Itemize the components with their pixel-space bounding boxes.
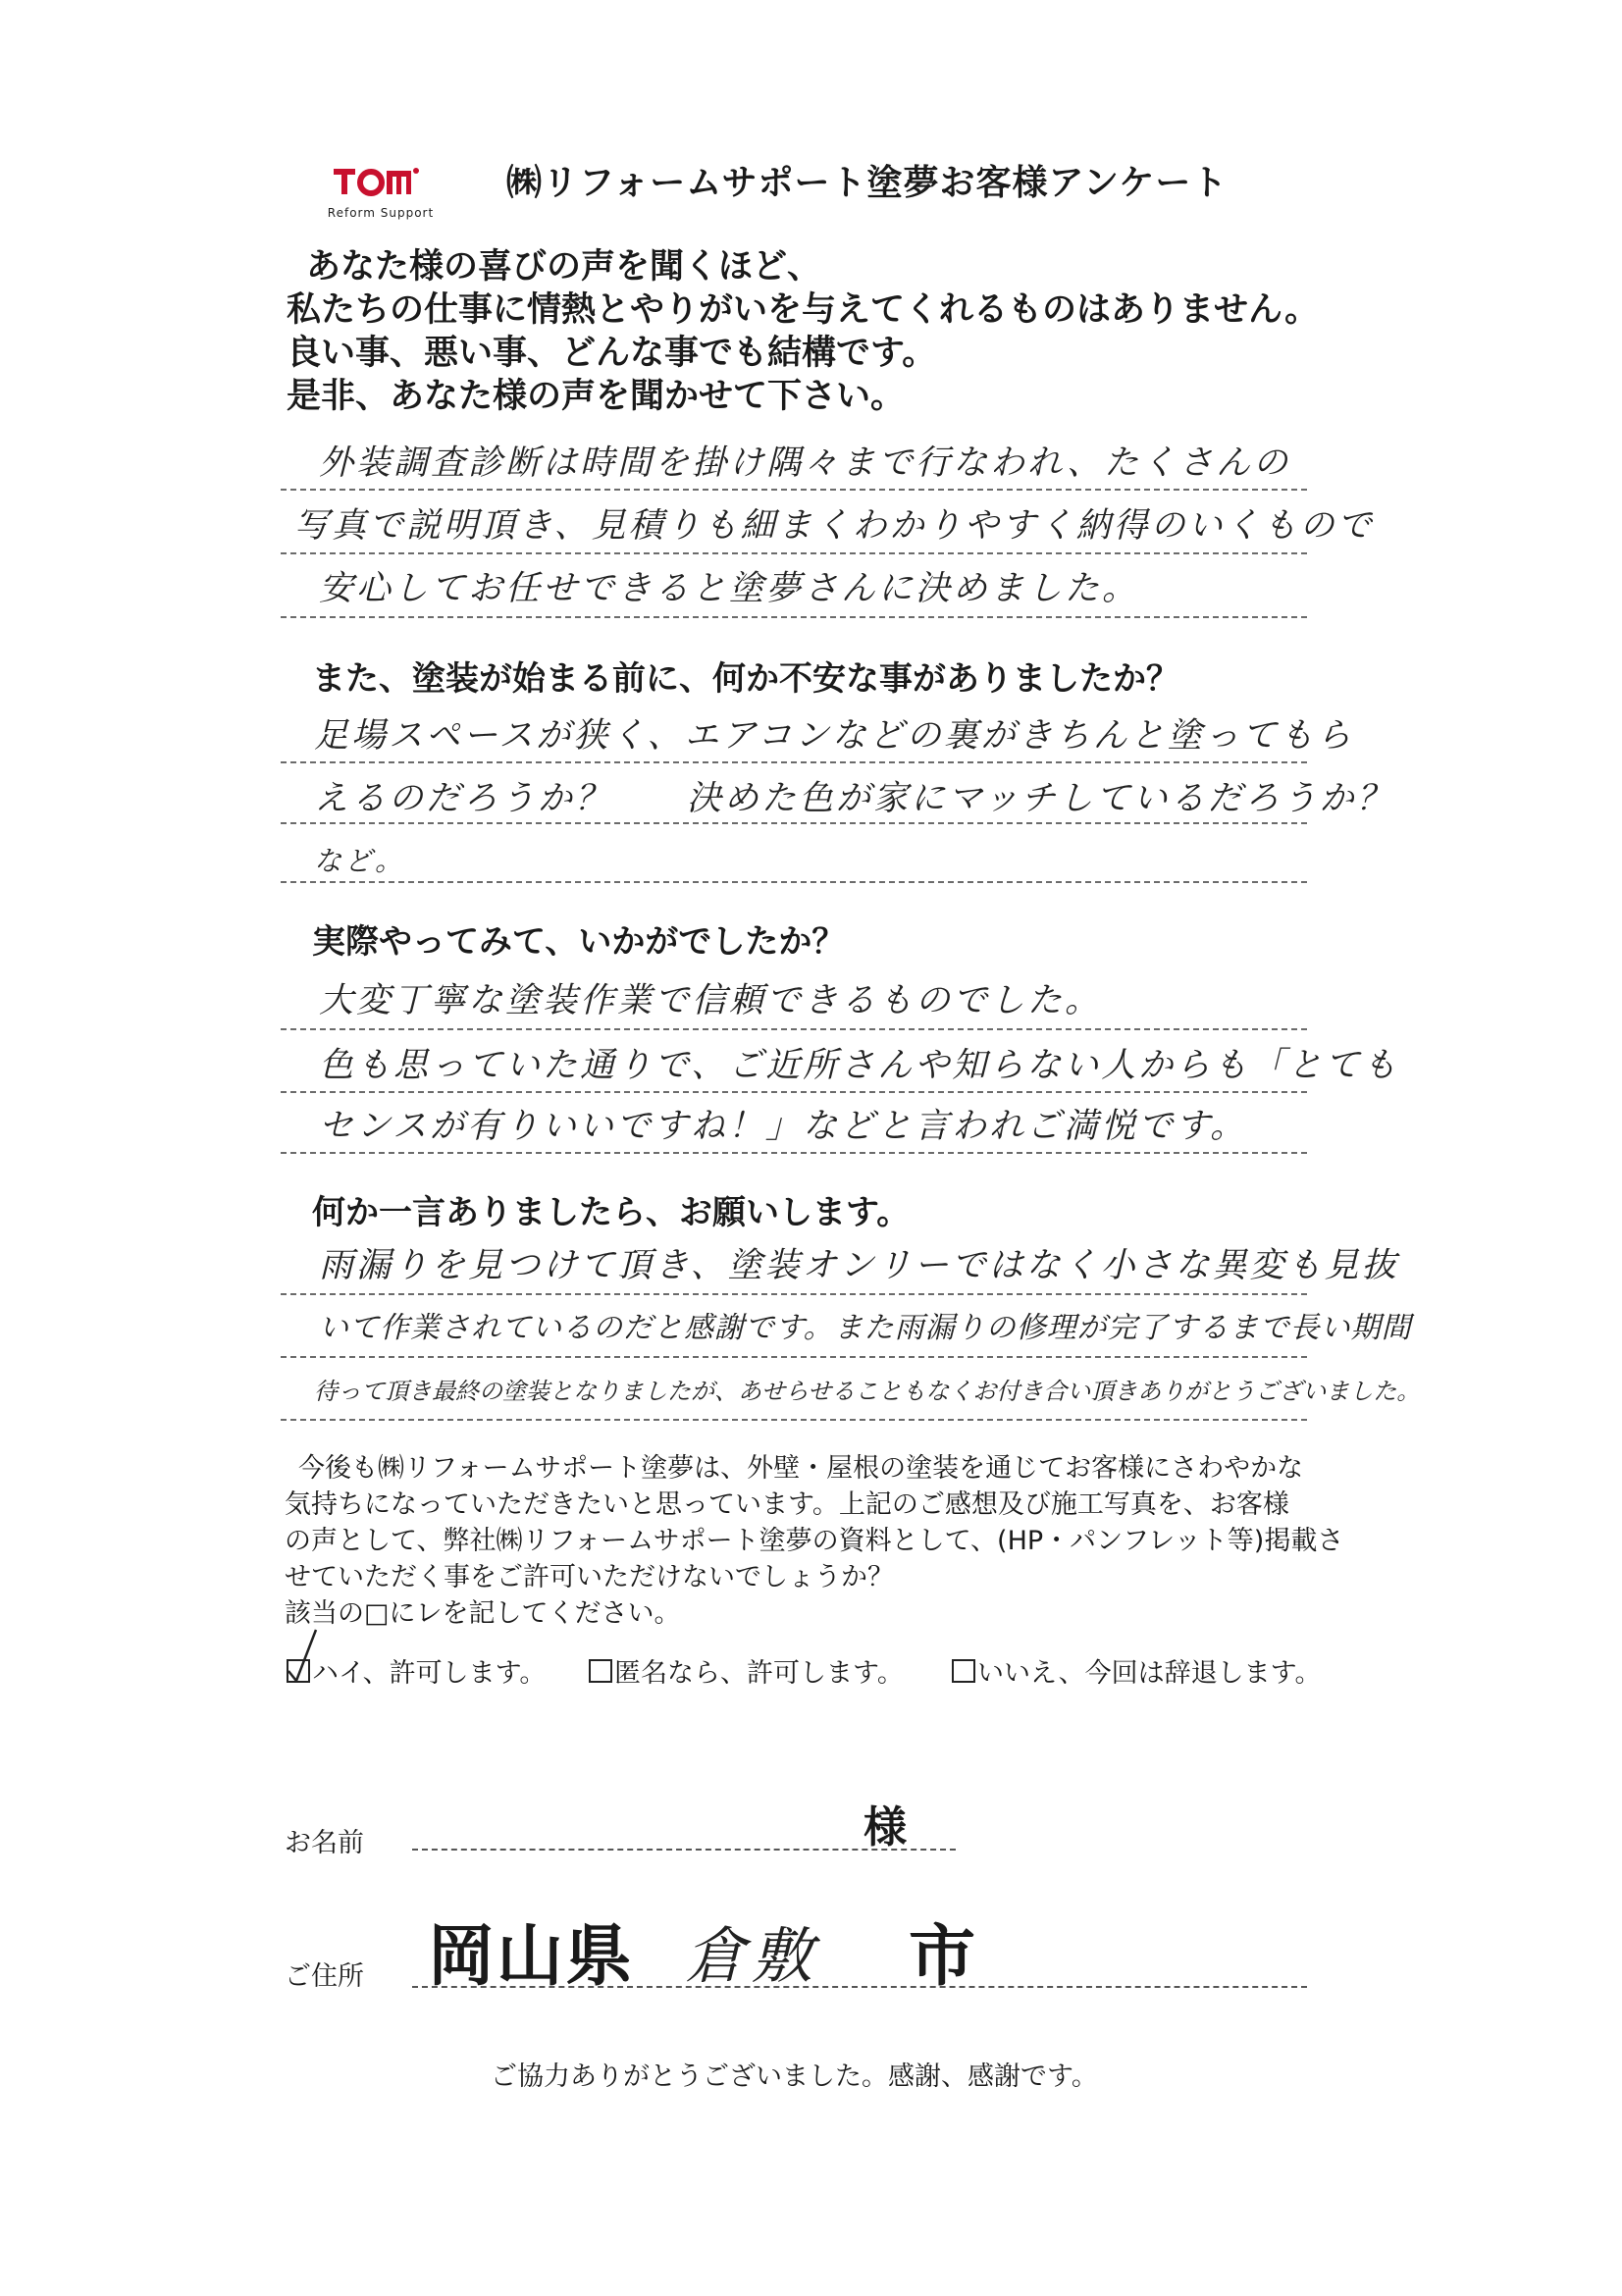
answer2-line: など。	[314, 845, 406, 877]
question-2: また、塗装が始まる前に、何か不安な事がありましたか？	[312, 659, 1179, 699]
question-3: 実際やってみて、いかがでしたか？	[312, 922, 846, 962]
question-4: 何か一言ありましたら、お願いします。	[312, 1193, 911, 1232]
checkbox[interactable]	[589, 1659, 612, 1683]
consent-line: せていただく事をご許可いただけないでしょうか？	[285, 1562, 894, 1592]
option-decline[interactable]	[952, 1651, 1321, 1690]
option-label: 匿名なら、許可します。	[614, 1658, 904, 1689]
intro-line: 是非、あなた様の声を聞かせて下さい。	[287, 377, 906, 416]
answer1-line: 安心してお任せできると塗夢さんに決めました。	[319, 569, 1140, 608]
checkmark-icon	[285, 1628, 324, 1683]
consent-paragraph	[285, 1450, 1344, 1632]
answer1-line: 写真で説明頂き、見積りも細まくわかりやすく納得のいくもので	[294, 506, 1375, 546]
answer-rule	[281, 552, 1307, 554]
option-label: いいえ、今回は辞退します。	[977, 1658, 1322, 1689]
answer3-line: センスが有りいいですね！」などと言われご満悦です。	[319, 1107, 1248, 1146]
option-anonymous[interactable]	[589, 1651, 904, 1690]
address-city: 倉敷	[685, 1920, 819, 1992]
checkbox[interactable]	[952, 1659, 975, 1683]
answer2-line: えるのだろうか？ 決めた色が家にマッチしているだろうか？	[314, 779, 1394, 818]
intro-text	[287, 245, 1319, 418]
consent-line: 今後も㈱リフォームサポート塗夢は、外壁・屋根の塗装を通じてお客様にさわやかな	[298, 1453, 1304, 1484]
page-title: ㈱リフォームサポート塗夢お客様アンケート	[506, 163, 1229, 203]
company-logo	[312, 165, 449, 226]
answer3-line: 大変丁寧な塗装作業で信頼できるものでした。	[319, 981, 1103, 1020]
answer-rule	[281, 1419, 1307, 1421]
intro-line: 良い事、悪い事、どんな事でも結構です。	[287, 334, 937, 373]
answer-rule	[281, 822, 1307, 824]
footer-thanks: ご協力ありがとうございました。感謝、感謝です。	[491, 2061, 1098, 2092]
answer-rule	[281, 1091, 1307, 1093]
answer4-line: 待って頂き最終の塗装となりましたが、あせらせることもなくお付き合い頂きありがとうございました。	[314, 1378, 1421, 1405]
consent-line: の声として、弊社㈱リフォームサポート塗夢の資料として、(HP・パンフレット等)掲載さ	[285, 1526, 1344, 1556]
option-allow[interactable]	[287, 1651, 546, 1690]
option-label: ハイ、許可します。	[312, 1658, 547, 1689]
answer-rule	[281, 1152, 1307, 1154]
answer-rule	[281, 1356, 1307, 1358]
name-suffix: 様	[863, 1802, 907, 1852]
address-prefecture: 岡山県	[428, 1918, 635, 1996]
answer-rule	[281, 616, 1307, 618]
answer4-line: いて作業されているのだと感謝です。また雨漏りの修理が完了するまで長い期間	[319, 1311, 1412, 1345]
answer-rule	[281, 489, 1307, 491]
answer-rule	[281, 1028, 1307, 1030]
address-city-suffix: 市	[909, 1918, 976, 1996]
consent-line: 気持ちになっていただきたいと思っています。上記のご感想及び施工写真を、お客様	[285, 1489, 1289, 1520]
intro-line: あなた様の喜びの声を聞くほど、	[306, 247, 822, 287]
consent-line: 該当の□にレを記してください。	[285, 1598, 681, 1629]
answer2-line: 足場スペースが狭く、エアコンなどの裏がきちんと塗ってもら	[314, 716, 1354, 756]
checkbox[interactable]	[287, 1659, 310, 1683]
logo-mark-icon	[332, 165, 420, 200]
answer-rule	[281, 1293, 1307, 1295]
address-label: ご住所	[285, 1961, 364, 1992]
answer-rule	[281, 881, 1307, 883]
answer-rule	[281, 761, 1307, 763]
answer3-line: 色も思っていた通りで、ご近所さんや知らない人からも「とても	[319, 1046, 1400, 1085]
intro-line: 私たちの仕事に情熱とやりがいを与えてくれるものはありません。	[287, 290, 1320, 330]
answer1-line: 外装調査診断は時間を掛け隅々まで行なわれ、たくさんの	[319, 444, 1291, 483]
address-rule	[412, 1986, 1307, 1988]
logo-subtitle: Reform Support	[327, 206, 435, 220]
name-label: お名前	[285, 1828, 364, 1858]
answer4-line: 雨漏りを見つけて頂き、塗装オンリーではなく小さな異変も見抜	[319, 1246, 1399, 1285]
